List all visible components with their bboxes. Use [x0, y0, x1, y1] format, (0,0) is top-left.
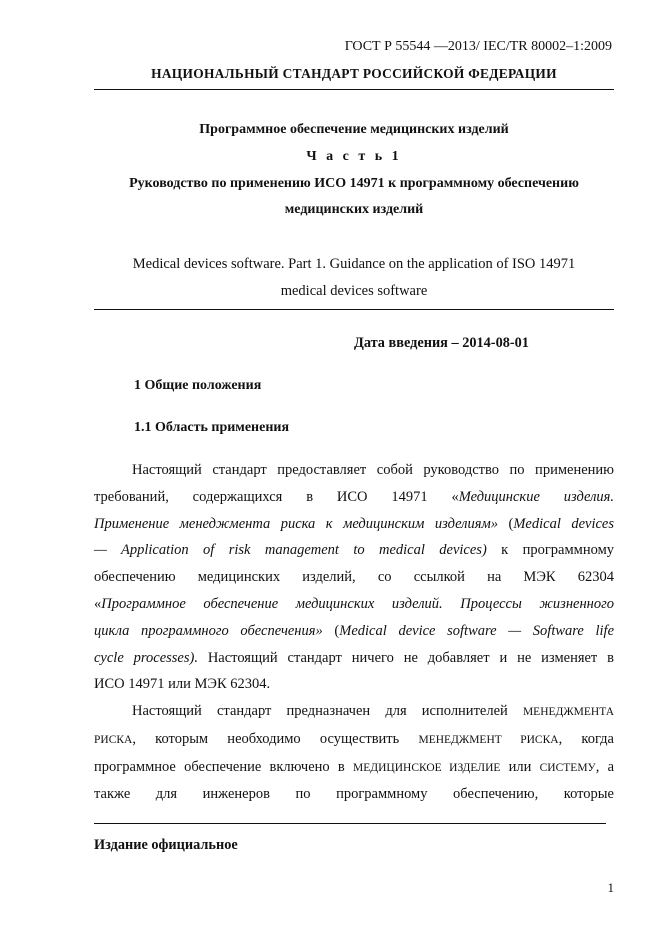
scope-paragraph-2 [94, 698, 614, 808]
para1-line: Настоящий стандарт предоставляет собой руководство по применению [132, 462, 614, 478]
para1-line: цикла программного обеспечения» (Medical device software — Software life [94, 622, 614, 639]
section-1-1-heading: 1.1 Область применения [134, 420, 290, 435]
para2-line: РИСКА, которым необходимо осуществить МЕНЕДЖМЕНТ РИСКА, когда [94, 730, 614, 747]
introduction-date: Дата введения – 2014-08-01 [354, 335, 529, 351]
para2-line: Настоящий стандарт предназначен для исполнителей МЕНЕДЖМЕНТА [132, 703, 614, 719]
para1-line: cycle processes). Настоящий стандарт ничего не добавляет и не изменяет в [94, 649, 614, 666]
standard-reference: ГОСТ Р 55544 —2013/ IEC/TR 80002–1:2009 [344, 39, 612, 54]
official-edition-label: Издание официальное [94, 837, 238, 853]
doc-title-line-4: медицинских изделий [284, 202, 424, 217]
para2-line: программное обеспечение включено в МЕДИЦИНСКОЕ ИЗДЕЛИЕ или СИСТЕМУ, а [94, 758, 615, 775]
section-1-heading: 1 Общие положения [134, 378, 262, 393]
para1-line: — Application of risk management to medical devices) к программному [94, 542, 614, 559]
para1-line: требований, содержащихся в ИСО 14971 «Медицинские изделия. [94, 488, 615, 505]
para1-line: «Программное обеспечение медицинских изделий. Процессы жизненного [94, 595, 614, 612]
para1-line: ИСО 14971 или МЭК 62304. [94, 676, 271, 693]
english-title-line-1: Medical devices software. Part 1. Guidance on the application of ISO 14971 [132, 256, 576, 272]
english-title-line-2: medical devices software [280, 283, 428, 299]
para1-line: Применение менеджмента риска к медицинским изделиям» (Medical devices [94, 515, 615, 532]
page-number: 1 [607, 880, 614, 895]
scope-paragraph-1 [94, 457, 614, 698]
para2-line: также для инженеров по программному обеспечению, которые [94, 786, 614, 803]
footnote-rule [94, 823, 606, 824]
doc-title-line-3: Руководство по применению ИСО 14971 к программному обеспечению [129, 176, 579, 191]
doc-title-line-1: Программное обеспечение медицинских изделий [199, 122, 509, 137]
national-standard-title: НАЦИОНАЛЬНЫЙ СТАНДАРТ РОССИЙСКОЙ ФЕДЕРАЦИИ [151, 66, 557, 81]
para1-line: обеспечению медицинских изделий, со ссылкой на МЭК 62304 [94, 569, 614, 586]
header-rule [94, 89, 614, 90]
doc-title-part: Ч а с т ь 1 [306, 149, 402, 164]
title-rule [94, 309, 614, 310]
